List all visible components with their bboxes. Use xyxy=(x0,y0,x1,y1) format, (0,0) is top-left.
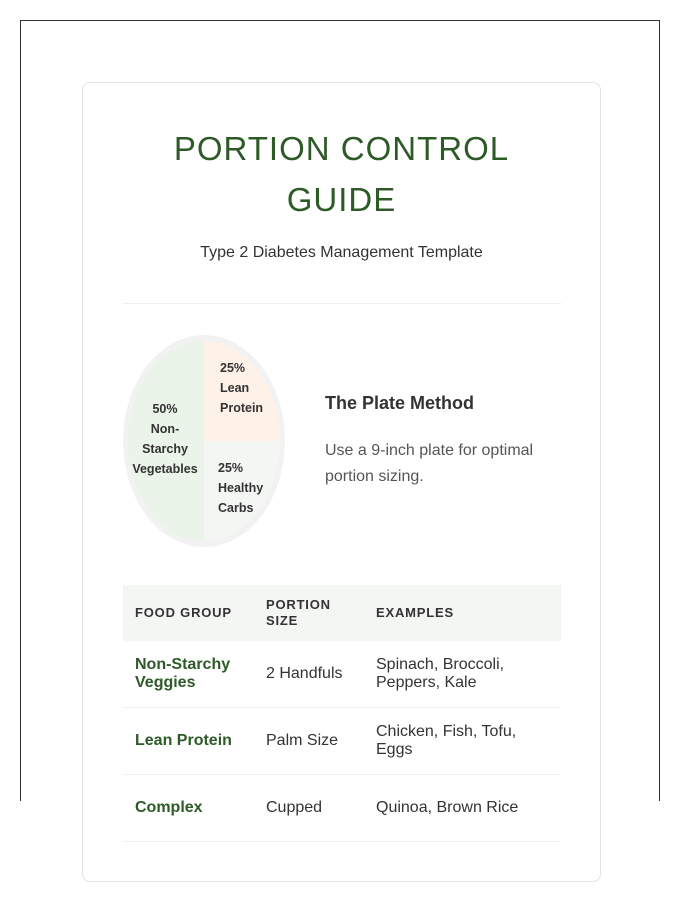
page-frame xyxy=(20,20,660,816)
plate-label-line: Healthy xyxy=(218,481,264,495)
plate-method-heading: The Plate Method xyxy=(325,393,475,413)
plate-label-line: Vegetables xyxy=(132,462,198,476)
plate-method-text: Use a 9-inch plate for optimal portion sizing. xyxy=(325,442,534,485)
table-header-row xyxy=(123,585,561,641)
food-group-cell: Complex xyxy=(123,775,254,842)
plate-label-protein xyxy=(209,358,290,418)
plate-diagram xyxy=(123,335,285,547)
plate-percent-protein: 25% xyxy=(220,361,246,375)
portion-table xyxy=(123,585,561,842)
plate-method-info xyxy=(325,393,565,490)
column-header-food-group: FOOD GROUP xyxy=(123,585,254,641)
portion-size-cell: 2 Handfuls xyxy=(254,641,364,708)
plate-label-line: Non- xyxy=(150,422,180,436)
plate-label-line: Carbs xyxy=(218,501,254,515)
guide-card xyxy=(82,82,601,882)
title-line-1: PORTION CONTROL xyxy=(173,130,510,167)
examples-cell: Spinach, Broccoli, Peppers, Kale xyxy=(364,641,561,708)
food-group-cell: Non-Starchy Veggies xyxy=(123,641,254,708)
plate-percent-carbs: 25% xyxy=(218,461,244,475)
header-divider xyxy=(123,303,561,304)
table-row xyxy=(123,775,561,842)
portion-size-cell: Palm Size xyxy=(254,708,364,775)
table-row xyxy=(123,641,561,708)
page-title xyxy=(83,123,600,225)
page-subtitle: Type 2 Diabetes Management Template xyxy=(200,244,483,261)
plate-label-line: Lean xyxy=(220,381,250,395)
plate-label-carbs xyxy=(209,458,288,518)
food-group-cell: Lean Protein xyxy=(123,708,254,775)
title-line-2: GUIDE xyxy=(286,181,397,218)
examples-cell: Chicken, Fish, Tofu, Eggs xyxy=(364,708,561,775)
table-row xyxy=(123,708,561,775)
plate-label-vegetables xyxy=(123,399,207,479)
column-header-portion-size: PORTION SIZE xyxy=(254,585,364,641)
portion-size-cell: Cupped xyxy=(254,775,364,842)
examples-cell: Quinoa, Brown Rice xyxy=(364,775,561,842)
plate-percent-vegetables: 50% xyxy=(152,402,178,416)
plate-label-line: Protein xyxy=(220,401,264,415)
plate-label-line: Starchy xyxy=(142,442,188,456)
column-header-examples: EXAMPLES xyxy=(364,585,561,641)
